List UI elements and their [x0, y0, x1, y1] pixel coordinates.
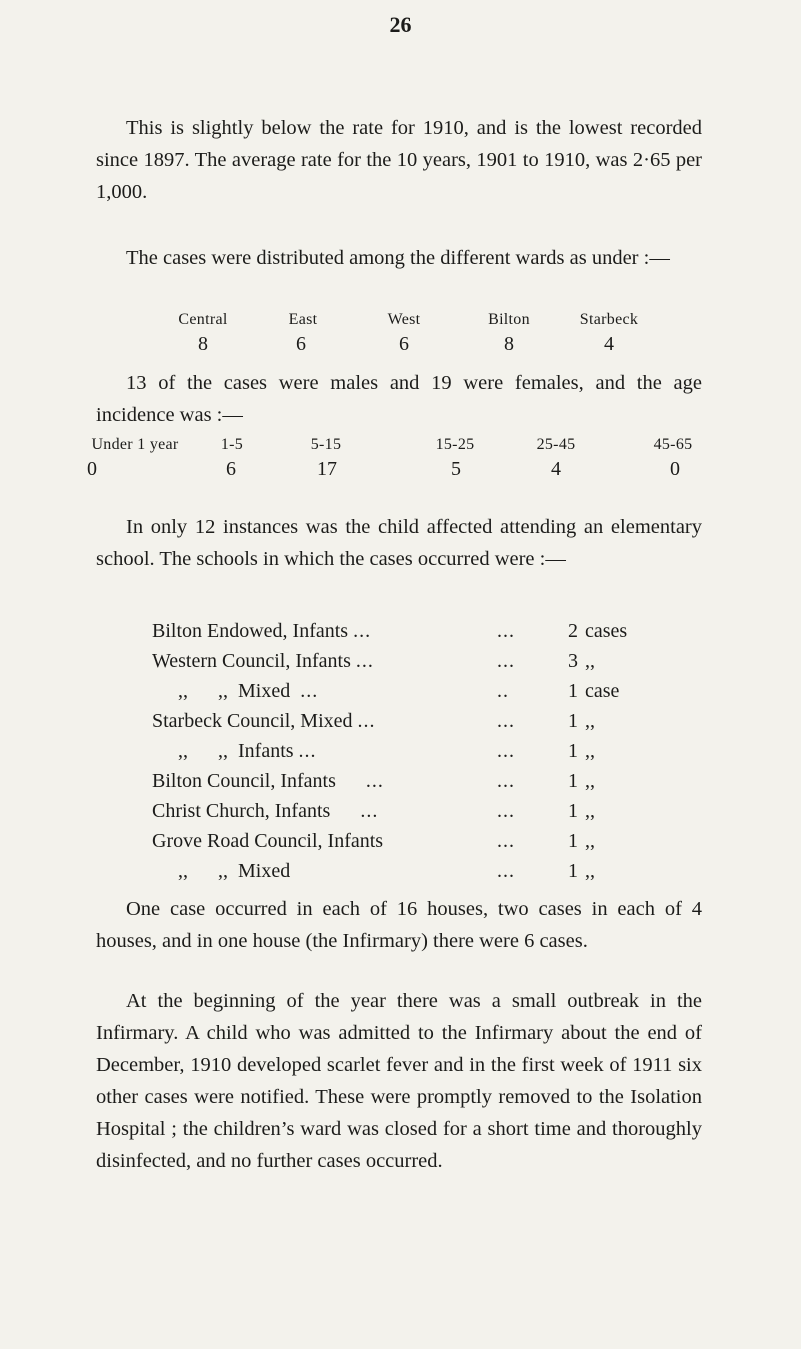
age-value-row [0, 458, 801, 480]
case-count: 1 [568, 830, 578, 852]
age-header: 5-15 [310, 436, 342, 453]
paragraph-schools-intro: In only 12 instances was the child affected attending an elementary school. The schools in which the cases occurred were :— [96, 516, 702, 570]
list-item [152, 800, 672, 830]
age-header-row [0, 436, 801, 458]
age-value: 6 [226, 458, 236, 480]
paragraph-wards-intro: The cases were distributed among the different wards as under :— [126, 247, 670, 269]
schools-list [152, 620, 672, 890]
case-count: 3 [568, 650, 578, 672]
leader-dots: ... [497, 650, 515, 672]
case-count: 1 [568, 680, 578, 702]
age-value: 0 [670, 458, 680, 480]
school-name: Grove Road Council, Infants [152, 830, 384, 852]
paragraph-age-intro: 13 of the cases were males and 19 were females, and the age incidence was :— [96, 372, 702, 426]
leader-dots: ... [497, 800, 515, 822]
age-header: Under 1 year [91, 436, 179, 453]
case-count: 1 [568, 860, 578, 882]
age-header: 45-65 [653, 436, 693, 453]
case-count: 1 [568, 800, 578, 822]
list-item [152, 620, 672, 650]
list-item [152, 740, 672, 770]
school-name: Starbeck Council, Mixed ... [152, 710, 376, 732]
leader-dots: ... [497, 710, 515, 732]
ward-header: Starbeck [579, 311, 639, 328]
ward-header: West [387, 311, 421, 328]
paragraph-houses: One case occurred in each of 16 houses, two cases in each of 4 houses, and in one house (the Infirmary) there were 6 cases. [96, 898, 702, 952]
paragraph-rate: This is slightly below the rate for 1910, and is the lowest recorded since 1897. The average rate for the 10 years, 1901 to 1910, was 2·65 per 1,000. [96, 117, 702, 203]
case-count: 1 [568, 740, 578, 762]
list-item [152, 860, 672, 890]
age-header: 15-25 [435, 436, 475, 453]
age-value: 4 [551, 458, 561, 480]
school-name: ,, ,, Infants ... [178, 740, 317, 762]
case-unit: ,, [585, 650, 595, 672]
list-item [152, 830, 672, 860]
case-unit: ,, [585, 830, 595, 852]
ward-value: 6 [399, 333, 409, 355]
list-item [152, 650, 672, 680]
age-value: 0 [87, 458, 97, 480]
leader-dots: ... [497, 770, 515, 792]
school-name: ,, ,, Mixed ... [178, 680, 319, 702]
ward-header: East [288, 311, 318, 328]
school-name: Bilton Council, Infants ... [152, 770, 384, 792]
case-count: 2 [568, 620, 578, 642]
case-unit: cases [585, 620, 628, 642]
case-count: 1 [568, 710, 578, 732]
ward-header: Bilton [488, 311, 530, 328]
case-unit: ,, [585, 710, 595, 732]
case-unit: ,, [585, 800, 595, 822]
paragraph-outbreak: At the beginning of the year there was a small outbreak in the Infirmary. A child who was admitted to the Infirmary about the end of December, 1910 developed scarlet fever and in the first week of 1911 six other cases were notified. These were promptly removed to the Isolation Hospital ; the children’s ward was closed for a short time and thoroughly disinfected, and no further cases occurred. [96, 990, 702, 1172]
leader-dots: ... [497, 740, 515, 762]
ward-value: 8 [504, 333, 514, 355]
list-item [152, 680, 672, 710]
ward-header: Central [178, 311, 228, 328]
leader-dots: .. [497, 680, 509, 702]
school-name: Christ Church, Infants ... [152, 800, 379, 822]
age-value: 17 [317, 458, 337, 480]
leader-dots: ... [497, 830, 515, 852]
age-value: 5 [451, 458, 461, 480]
school-name: ,, ,, Mixed [178, 860, 291, 882]
case-unit: case [585, 680, 620, 702]
case-unit: ,, [585, 770, 595, 792]
leader-dots: ... [497, 620, 515, 642]
wards-header-row [0, 311, 801, 333]
age-header: 25-45 [536, 436, 576, 453]
case-count: 1 [568, 770, 578, 792]
ward-value: 8 [198, 333, 208, 355]
case-unit: ,, [585, 860, 595, 882]
case-unit: ,, [585, 740, 595, 762]
leader-dots: ... [497, 860, 515, 882]
page-number: 26 [389, 12, 412, 37]
school-name: Western Council, Infants ... [152, 650, 374, 672]
wards-value-row [0, 333, 801, 355]
age-header: 1-5 [220, 436, 244, 453]
list-item [152, 710, 672, 740]
ward-value: 4 [604, 333, 614, 355]
ward-value: 6 [296, 333, 306, 355]
school-name: Bilton Endowed, Infants ... [152, 620, 372, 642]
list-item [152, 770, 672, 800]
